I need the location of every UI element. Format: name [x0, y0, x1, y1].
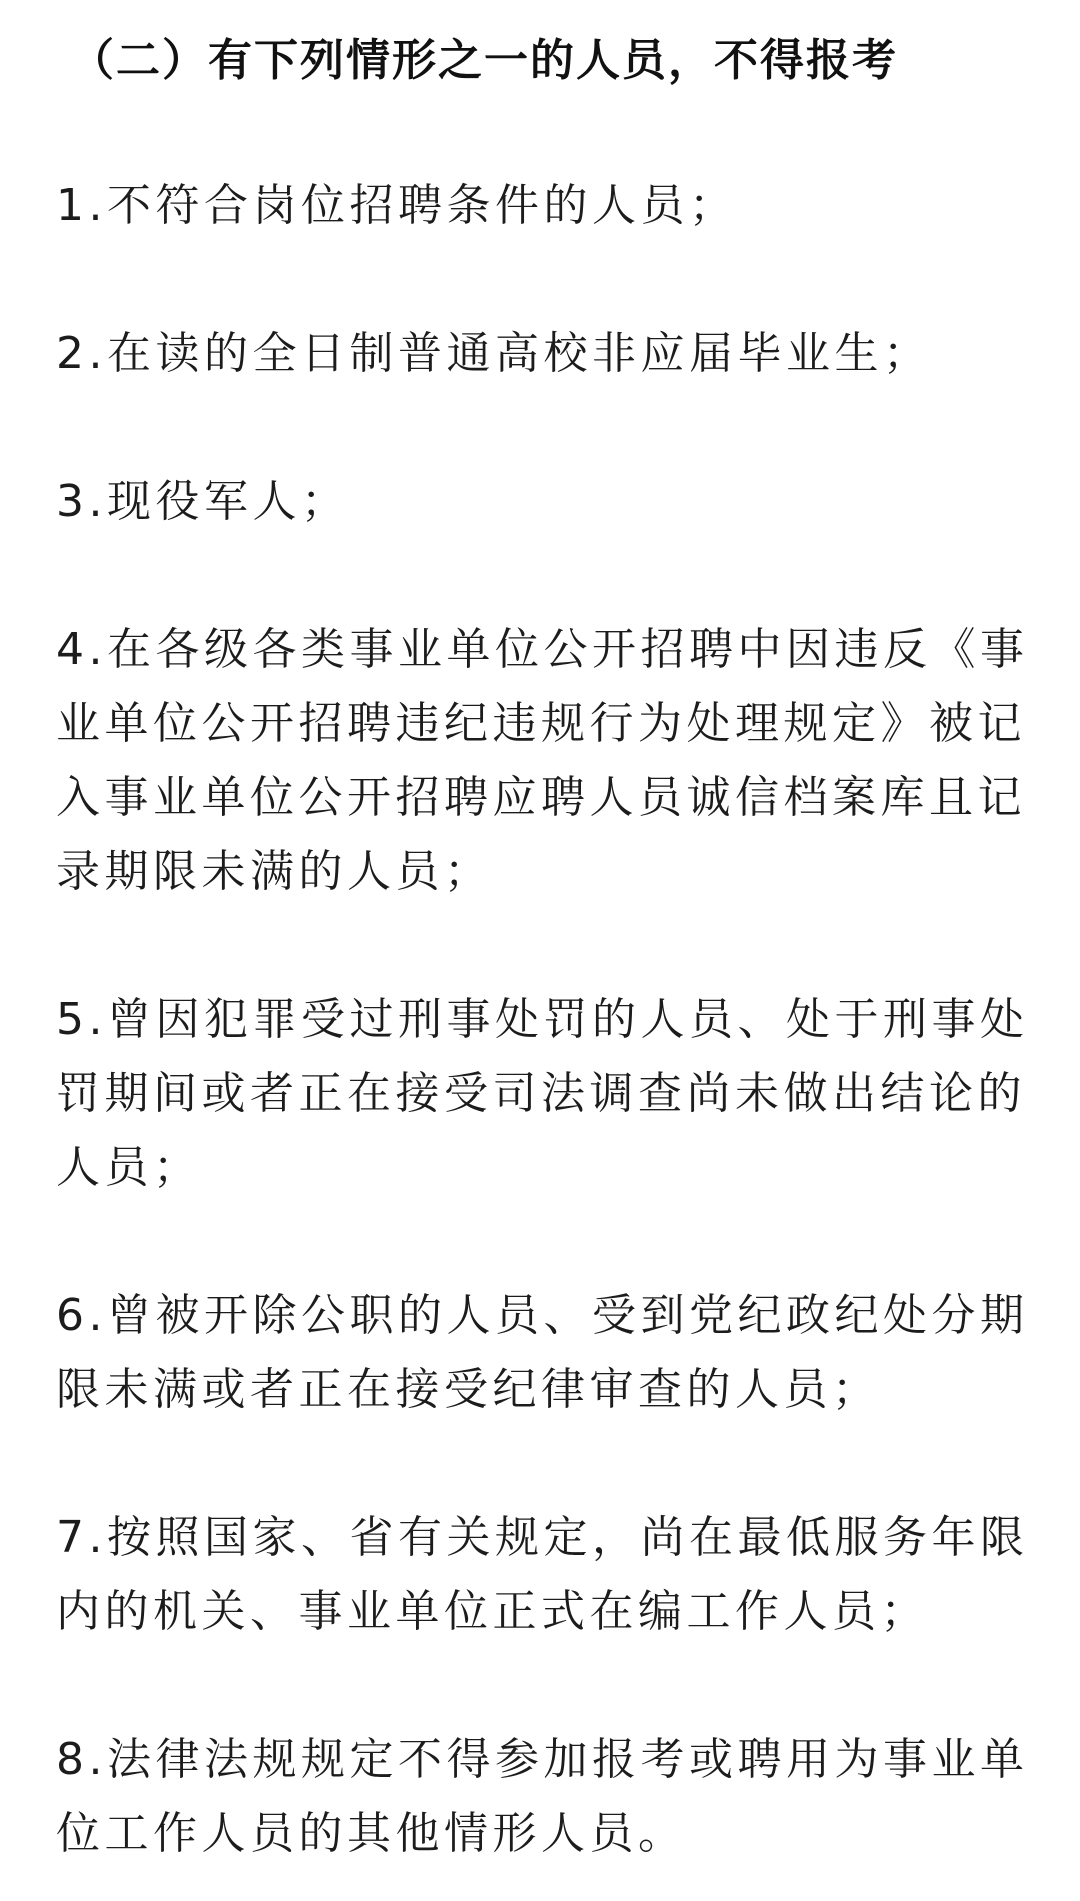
section-heading: （二）有下列情形之一的人员，不得报考	[70, 35, 898, 86]
list-item-4: 4.在各级各类事业单位公开招聘中因违反《事业单位公开招聘违纪违规行为处理规定》被记入事业单位公开招聘应聘人员诚信档案库且记录期限未满的人员；	[56, 624, 1029, 897]
list-item-3: 3.现役军人；	[56, 476, 350, 527]
list-item-2: 2.在读的全日制普通高校非应届毕业生；	[56, 328, 932, 379]
list-item-6: 6.曾被开除公职的人员、受到党纪政纪处分期限未满或者正在接受纪律审查的人员；	[56, 1290, 1029, 1415]
list-item-7: 7.按照国家、省有关规定，尚在最低服务年限内的机关、事业单位正式在编工作人员；	[56, 1512, 1029, 1637]
list-item-8: 8.法律法规规定不得参加报考或聘用为事业单位工作人员的其他情形人员。	[56, 1734, 1029, 1859]
list-item-5: 5.曾因犯罪受过刑事处罚的人员、处于刑事处罚期间或者正在接受司法调查尚未做出结论的人员；	[56, 994, 1029, 1193]
list-item-1: 1.不符合岗位招聘条件的人员；	[56, 180, 738, 231]
